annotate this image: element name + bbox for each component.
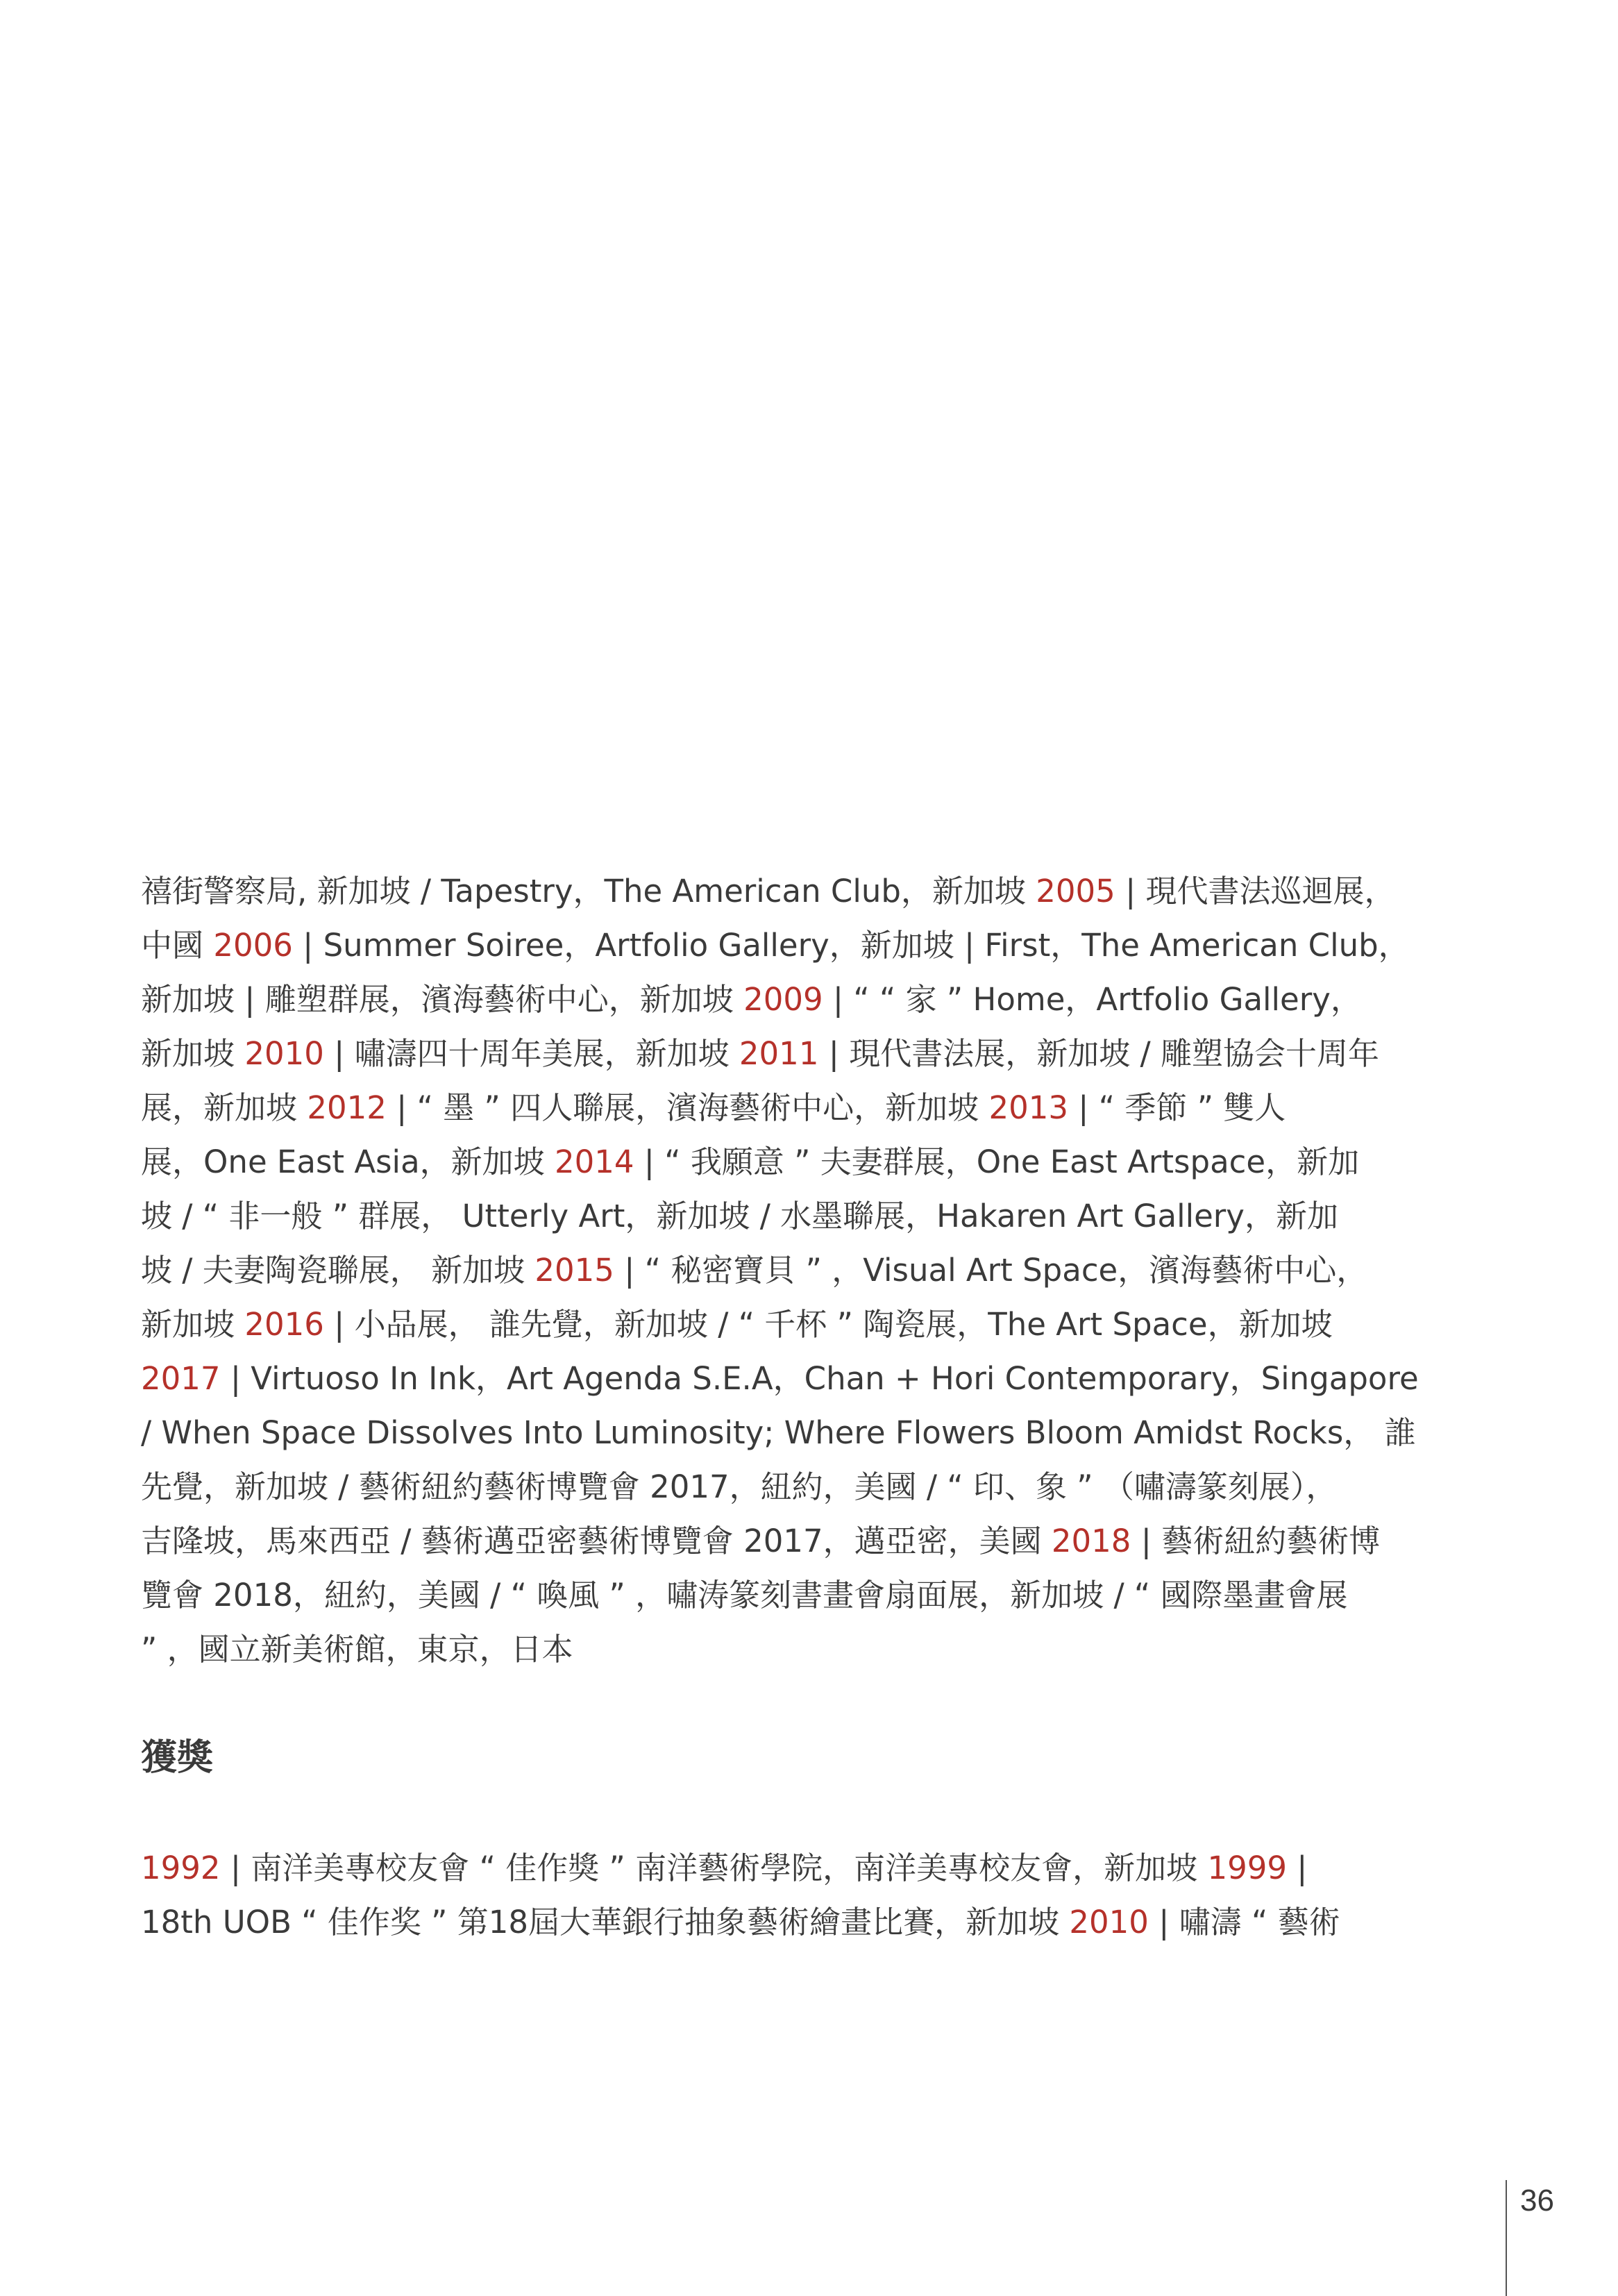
text-segment: 新加坡	[141, 1035, 245, 1072]
text-segment: | 藝術紐約藝術博	[1131, 1523, 1381, 1559]
text-segment: 覽會 2018，紐約，美國 / “ 喚風 ” ，嘯涛篆刻書畫會扇面展，新加坡 / “ 國際墨畫會展	[141, 1577, 1348, 1614]
exhibitions-line	[141, 1189, 1481, 1243]
exhibitions-line	[141, 1514, 1481, 1568]
text-segment: 坡 / 夫妻陶瓷聯展， 新加坡	[141, 1252, 535, 1289]
year-label: 2014	[554, 1143, 634, 1180]
text-segment: / When Space Dissolves Into Luminosity; Where Flowers Bloom Amidst Rocks， 誰	[141, 1414, 1416, 1451]
awards-line	[141, 1841, 1481, 1895]
year-label: 1992	[141, 1850, 221, 1886]
year-label: 2016	[244, 1306, 324, 1343]
year-label: 2018	[1051, 1523, 1131, 1559]
year-label: 2009	[743, 981, 823, 1018]
awards-text	[141, 1841, 1481, 1950]
year-label: 2015	[534, 1252, 614, 1289]
year-label: 2010	[1069, 1904, 1149, 1941]
text-segment: | 小品展， 誰先覺，新加坡 / “ 千杯 ” 陶瓷展，The Art Space，新加坡	[323, 1306, 1333, 1343]
year-label: 2013	[988, 1089, 1068, 1126]
exhibitions-line	[141, 973, 1481, 1027]
text-segment: | Summer Soiree，Artfolio Gallery，新加坡 | First，The American Club，	[292, 927, 1410, 964]
page-number-rule	[1506, 2180, 1507, 2296]
year-label: 2012	[307, 1089, 387, 1126]
exhibitions-line	[141, 1081, 1481, 1135]
text-segment: | “ 季節 ” 雙人	[1068, 1089, 1286, 1126]
exhibitions-line	[141, 1135, 1481, 1189]
text-segment: 吉隆坡，馬來西亞 / 藝術邁亞密藝術博覽會 2017，邁亞密，美國	[141, 1523, 1052, 1559]
text-segment: 新加坡 | 雕塑群展，濱海藝術中心，新加坡	[141, 981, 744, 1018]
exhibitions-line	[141, 864, 1481, 919]
exhibitions-line	[141, 1352, 1481, 1406]
text-segment: | “ 我願意 ” 夫妻群展，One East Artspace，新加	[634, 1143, 1360, 1180]
text-segment: 禧街警察局, 新加坡 / Tapestry，The American Club，新加坡	[141, 873, 1036, 910]
text-segment: | 現代書法展，新加坡 / 雕塑協会十周年	[818, 1035, 1379, 1072]
text-segment: | 嘯濤 “ 藝術	[1148, 1904, 1340, 1941]
year-label: 2011	[739, 1035, 819, 1072]
text-segment: | 嘯濤四十周年美展，新加坡	[323, 1035, 739, 1072]
text-segment: | Virtuoso In Ink，Art Agenda S.E.A，Chan + Hori Contemporary，Singapore	[220, 1360, 1419, 1397]
exhibitions-text	[141, 864, 1481, 1677]
text-segment: 新加坡	[141, 1306, 245, 1343]
text-segment: |	[1286, 1850, 1308, 1886]
text-segment: ” ，國立新美術館，東京，日本	[141, 1631, 573, 1668]
text-segment: 展，新加坡	[141, 1089, 307, 1126]
exhibitions-line	[141, 1568, 1481, 1623]
text-segment: 18th UOB “ 佳作奖 ” 第18屆大華銀行抽象藝術繪畫比賽，新加坡	[141, 1904, 1070, 1941]
text-segment: 展，One East Asia，新加坡	[141, 1143, 555, 1180]
text-segment: 坡 / “ 非一般 ” 群展， Utterly Art，新加坡 / 水墨聯展，Hakaren Art Gallery，新加	[141, 1198, 1338, 1234]
exhibitions-line	[141, 1623, 1481, 1677]
text-segment: | 現代書法巡迴展，	[1115, 873, 1396, 910]
year-label: 2017	[141, 1360, 221, 1397]
year-label: 2010	[244, 1035, 324, 1072]
exhibitions-line	[141, 1298, 1481, 1352]
exhibitions-line	[141, 1027, 1481, 1081]
text-segment: | “ 墨 ” 四人聯展，濱海藝術中心，新加坡	[386, 1089, 989, 1126]
exhibitions-line	[141, 1460, 1481, 1514]
exhibitions-line	[141, 1406, 1481, 1460]
page-number: 36	[1520, 2184, 1554, 2218]
year-label: 2006	[213, 927, 293, 964]
awards-heading: 獲獎	[141, 1737, 214, 1779]
awards-line	[141, 1895, 1481, 1950]
text-segment: 中國	[141, 927, 214, 964]
text-segment: 先覺，新加坡 / 藝術紐約藝術博覽會 2017，紐約，美國 / “ 印、象 ” （嘯濤篆刻展），	[141, 1468, 1338, 1505]
text-segment: | “ “ 家 ” Home，Artfolio Gallery，	[823, 981, 1362, 1018]
year-label: 2005	[1036, 873, 1115, 910]
exhibitions-line	[141, 1243, 1481, 1298]
exhibitions-line	[141, 919, 1481, 973]
text-segment: | “ 秘密寶貝 ” ，Visual Art Space，濱海藝術中心，	[614, 1252, 1368, 1289]
text-segment: | 南洋美專校友會 “ 佳作獎 ” 南洋藝術學院，南洋美專校友會，新加坡	[220, 1850, 1208, 1886]
year-label: 1999	[1207, 1850, 1287, 1886]
